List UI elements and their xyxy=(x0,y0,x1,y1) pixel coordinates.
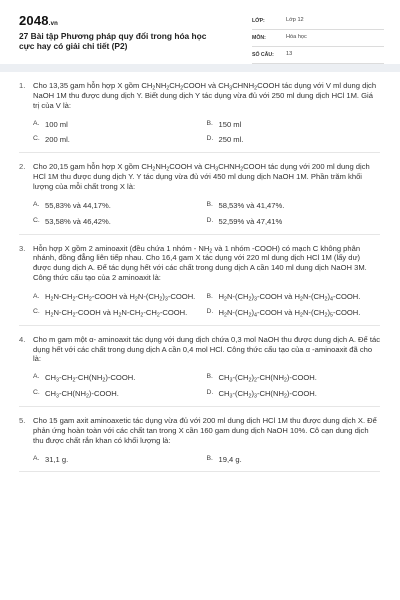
page-header xyxy=(0,0,400,64)
option-text: $CH_3-CH_2-CH(NH_2)$-COOH. xyxy=(45,373,136,384)
meta-value: 13 xyxy=(286,51,293,58)
option-letter: B. xyxy=(206,119,213,127)
meta-row-subject xyxy=(252,30,384,47)
question-item xyxy=(19,153,380,234)
answer-option[interactable] xyxy=(207,305,381,321)
option-letter: D. xyxy=(206,308,214,316)
question-number: 4. xyxy=(19,334,26,344)
site-logo[interactable] xyxy=(19,13,58,30)
option-text: 19,4 g. xyxy=(218,454,242,464)
option-letter: A. xyxy=(33,454,40,462)
option-text: $CH_3-CH(NH_2)$-COOH. xyxy=(45,389,119,400)
option-text: 31,1 g. xyxy=(45,454,69,464)
question-item xyxy=(19,72,380,153)
question-header xyxy=(19,416,380,446)
answer-option[interactable] xyxy=(207,386,381,402)
question-number: 5. xyxy=(19,416,26,426)
question-item xyxy=(19,326,380,407)
answer-options xyxy=(33,198,380,230)
question-text: Cho 15 gam axit aminoaxetic tác dụng vừa đủ với 200 ml dung dịch HCl 1M thu được dung dịch X. Để phản ứng hoàn toàn với các chất tan trong X cần 160 gam dung dịch NaOH 10%. Cô cạn dung dịch thu được chất rắn khan có khối lượng là: xyxy=(33,416,377,445)
option-text: $H_2N-CH_2$-COOH và $H_2N-CH_2-CH_2$-COOH. xyxy=(45,307,188,319)
option-letter: A. xyxy=(33,292,40,300)
question-number: 3. xyxy=(19,243,26,253)
meta-label: SỐ CÂU: xyxy=(252,51,274,58)
question-text: Hỗn hợp X gồm 2 aminoaxit (đều chứa 1 nhóm - $NH_2$ và 1 nhóm -COOH) có mạch C không phân nhánh, đồng đẳng liên tiếp nhau. Cho 16,4 gam X tác dụng với 220 ml dung dịch HCl 1M (lấy dư) được dung dịch A. Để tác dụng hết với các chất trong dung dịch A cần 140 ml dung dịch NaOH 3M. Công thức cấu tạo của 2 aminoaxit là: xyxy=(33,243,367,283)
answer-options xyxy=(33,289,380,321)
option-text: $H_2N-(CH_2)_4$-COOH và $H_2N-(CH_2)_5$-COOH. xyxy=(218,307,361,319)
option-letter: C. xyxy=(33,216,40,224)
option-text: 200 ml. xyxy=(45,135,70,145)
option-text: $CH_3-(CH_2)_2-CH(NH_2)$-COOH. xyxy=(218,373,317,384)
meta-row-grade xyxy=(252,13,384,30)
meta-table xyxy=(252,13,384,64)
page-title: 27 Bài tập Phương pháp quy đổi trong hóa học cực hay có giải chi tiết (P2) xyxy=(19,31,207,52)
logo-suffix: .vn xyxy=(48,21,59,27)
option-letter: B. xyxy=(206,292,213,300)
option-text: 52,59% và 47,41% xyxy=(218,216,283,226)
answer-options xyxy=(33,370,380,402)
option-text: $H_2N-CH_2-CH_2$-COOH và $H_2N-(CH_2)_3$-COOH. xyxy=(45,292,196,303)
meta-label: LỚP: xyxy=(252,17,265,24)
question-text: Cho 20,15 gam hỗn hợp X gồm $CH_2NH_2COOH$ và $CH_3CHNH_2COOH$ tác dụng với 200 ml dung dịch HCl 1M thu được dung dịch Y. Y tác dụng vừa đủ với 450 ml dung dịch NaOH 1M. Phần trăm khối lượng của mỗi chất trong X là: xyxy=(33,162,370,192)
meta-value: Hóa học xyxy=(286,34,307,41)
option-text: $CH_3-(CH_2)_3-CH(NH_2)$-COOH. xyxy=(218,389,317,400)
question-number: 1. xyxy=(19,81,26,90)
option-letter: C. xyxy=(33,135,40,143)
question-number: 2. xyxy=(19,162,26,172)
answer-option[interactable] xyxy=(207,370,381,386)
answer-options xyxy=(33,452,380,468)
answer-option[interactable] xyxy=(33,289,207,305)
answer-option[interactable] xyxy=(207,198,381,214)
option-letter: A. xyxy=(33,373,40,381)
answer-option[interactable] xyxy=(207,452,381,468)
option-text: 55,83% và 44,17%. xyxy=(45,200,111,210)
answer-option[interactable] xyxy=(33,214,207,230)
answer-option[interactable] xyxy=(33,305,207,321)
answer-option[interactable] xyxy=(207,132,381,148)
option-text: 58,53% và 41,47%. xyxy=(218,200,285,210)
question-header xyxy=(19,244,380,283)
option-text: $H_2N-(CH_2)_3$-COOH và $H_2N-(CH_2)_4$-COOH. xyxy=(218,292,361,303)
option-text: 250 ml. xyxy=(218,135,244,145)
answer-option[interactable] xyxy=(207,117,381,133)
meta-row-count xyxy=(252,47,384,64)
option-text: 150 ml xyxy=(218,119,242,129)
answer-option[interactable] xyxy=(207,289,381,305)
question-header xyxy=(19,162,380,192)
option-letter: C. xyxy=(33,389,40,397)
answer-option[interactable] xyxy=(33,198,207,214)
answer-option[interactable] xyxy=(207,214,381,230)
answer-option[interactable] xyxy=(33,386,207,402)
option-letter: D. xyxy=(206,389,214,397)
question-text: Cho 13,35 gam hỗn hợp X gồm $CH_2NH_2CH_2COOH$ và $CH_3CHNH_2COOH$ tác dụng với V ml dung dịch NaOH 1M thu được dung dịch Y. Biết dung dịch Y tác dụng vừa đủ với 250 ml dung dịch HCl 1M. Giá trị của V là: xyxy=(33,81,377,110)
option-letter: A. xyxy=(33,200,40,208)
question-text: Cho m gam một α- aminoaxit tác dụng với dung dịch chứa 0,3 mol NaOH thu được dung dịch A. Để tác dụng hết với các chất trong dung dịch A cần 0,4 mol HCl. Công thức cấu tạo của α -aminoaxit đã cho là: xyxy=(33,334,380,364)
question-item xyxy=(19,407,380,472)
question-header xyxy=(19,81,380,111)
option-letter: B. xyxy=(206,454,213,462)
option-text: 53,58% và 46,42%. xyxy=(45,216,111,226)
answer-option[interactable] xyxy=(33,452,207,468)
answer-option[interactable] xyxy=(33,117,207,133)
header-divider xyxy=(0,64,400,72)
option-text: 100 ml xyxy=(45,119,68,129)
meta-value: Lớp 12 xyxy=(286,17,304,24)
answer-options xyxy=(33,117,380,149)
answer-option[interactable] xyxy=(33,132,207,148)
option-letter: A. xyxy=(33,119,40,127)
meta-label: MÔN: xyxy=(252,34,266,41)
option-letter: D. xyxy=(206,135,214,143)
answer-option[interactable] xyxy=(33,370,207,386)
question-item xyxy=(19,235,380,326)
option-letter: B. xyxy=(206,200,213,208)
question-header xyxy=(19,335,380,365)
question-list xyxy=(0,72,400,472)
option-letter: B. xyxy=(206,373,213,381)
logo-text: 2048 xyxy=(19,13,49,28)
option-letter: C. xyxy=(33,308,40,316)
option-letter: D. xyxy=(206,216,214,224)
